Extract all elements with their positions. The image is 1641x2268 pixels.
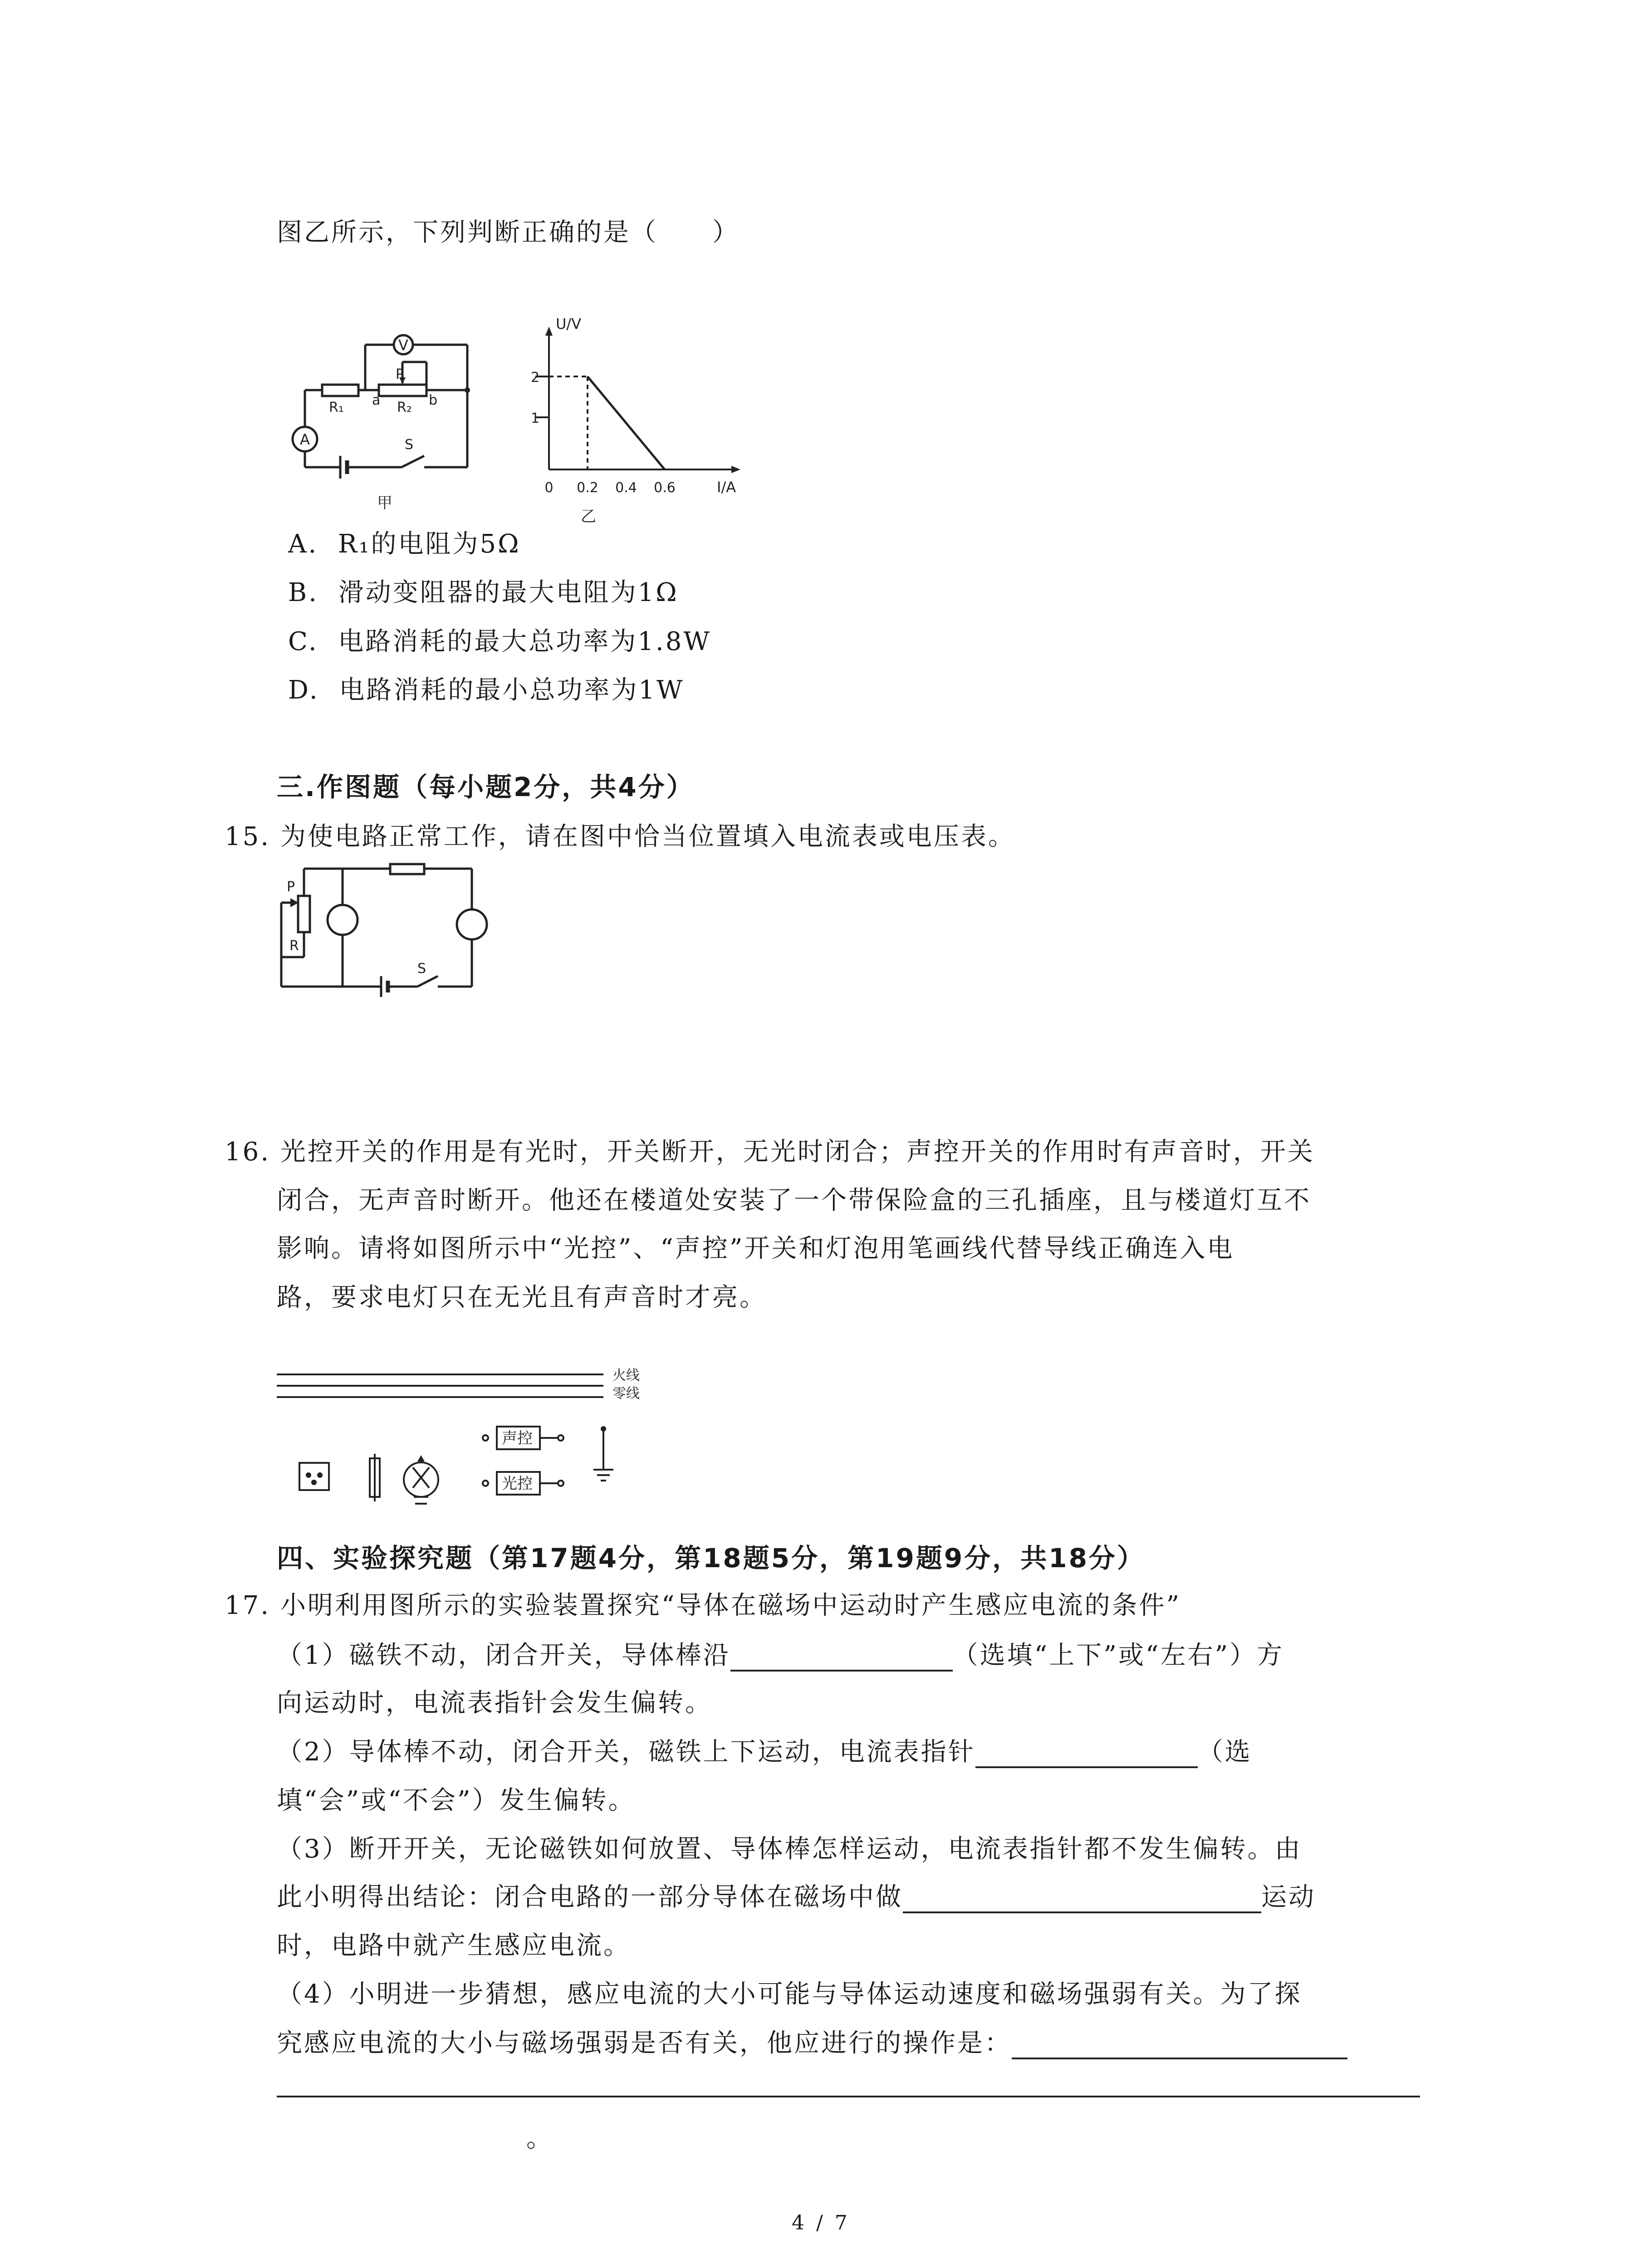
- q16-line-2: 闭合，无声音时断开。他还在楼道处安装了一个带保险盒的三孔插座，且与楼道灯互不: [277, 1186, 1311, 1215]
- graph-x-tick: 0.6: [654, 480, 676, 496]
- terminal-label-a: a: [372, 392, 381, 408]
- switch-label-s: S: [417, 961, 426, 977]
- q17-part-3: （3）断开开关，无论磁铁如何放置、导体棒怎样运动，电流表指针都不发生偏转。由: [277, 1834, 1302, 1864]
- q16-line-4: 路，要求电灯只在无光且有声音时才亮。: [277, 1283, 767, 1312]
- answer-blank-4[interactable]: [1012, 2031, 1347, 2059]
- q15-text: 15. 为使电路正常工作，请在图中恰当位置填入电流表或电压表。: [225, 822, 1015, 851]
- graph-x-axis-label: I/A: [717, 479, 736, 496]
- rheostat-label-p: P: [287, 879, 295, 895]
- q14-option-a: A. R₁的电阻为5Ω: [288, 529, 521, 559]
- voltmeter-label: V: [398, 337, 408, 354]
- rheostat-label-r: R: [289, 938, 299, 954]
- light-switch-label: 光控: [502, 1475, 533, 1493]
- sound-switch-label: 声控: [502, 1429, 533, 1447]
- q17-part-3-cont: 此小明得出结论：闭合电路的一部分导体在磁场中做 运动: [277, 1882, 1316, 1913]
- page-number: 4 / 7: [792, 2211, 850, 2234]
- graph-x-tick: 0: [544, 480, 554, 496]
- answer-blank-4-line-2[interactable]: [277, 2096, 1420, 2097]
- q17-part-4: （4）小明进一步猜想，感应电流的大小可能与导体运动速度和磁场强弱有关。为了探: [277, 1980, 1302, 2009]
- q17-stem: 17. 小明利用图所示的实验装置探究“导体在磁场中运动时产生感应电流的条件”: [225, 1591, 1181, 1620]
- resistor-label-r1: R₁: [329, 400, 344, 415]
- switch-label-s: S: [405, 437, 414, 453]
- q14-option-b: B. 滑动变阻器的最大电阻为1Ω: [288, 578, 679, 607]
- graph-x-tick: 0.4: [615, 480, 637, 496]
- q17-part-4-cont: 究感应电流的大小与磁场强弱是否有关，他应进行的操作是：: [277, 2028, 1347, 2059]
- answer-blank-1[interactable]: [730, 1643, 953, 1672]
- q17-part-3-end: 时，电路中就产生感应电流。: [277, 1931, 631, 1960]
- graph-y-tick: 2: [531, 370, 540, 386]
- section-4-heading: 四、实验探究题（第17题4分，第18题5分，第19题9分，共18分）: [277, 1543, 1145, 1574]
- section-3-heading: 三.作图题（每小题2分，共4分）: [277, 772, 695, 802]
- graph-y-tick: 1: [531, 411, 540, 426]
- q16-wiring-figure: [272, 1361, 681, 1515]
- neutral-wire-label: 零线: [612, 1386, 640, 1402]
- terminal-label-b: b: [429, 392, 438, 408]
- q16-line-3: 影响。请将如图所示中“光控”、“声控”开关和灯泡用笔画线代替导线正确连入电: [277, 1234, 1234, 1263]
- q14-option-c: C. 电路消耗的最大总功率为1.8W: [288, 627, 711, 656]
- live-wire-label: 火线: [612, 1368, 640, 1383]
- q14-option-d: D. 电路消耗的最小总功率为1W: [288, 675, 685, 705]
- ammeter-label: A: [300, 431, 310, 448]
- graph-x-tick: 0.2: [577, 480, 598, 496]
- q14-ui-graph: [522, 308, 758, 535]
- q17-part-1-cont: 向运动时，电流表指针会发生偏转。: [277, 1688, 712, 1718]
- answer-blank-3[interactable]: [903, 1885, 1261, 1913]
- resistor-label-r2: R₂: [397, 400, 412, 415]
- q17-part-2-cont: 填“会”或“不会”）发生偏转。: [277, 1786, 636, 1815]
- q17-part-4-end: 。: [526, 2124, 554, 2153]
- slider-label-p: P: [396, 367, 404, 382]
- answer-blank-2[interactable]: [975, 1740, 1198, 1768]
- q17-part-2: （2）导体棒不动，闭合开关，磁铁上下运动，电流表指针 （选: [277, 1736, 1252, 1768]
- q14-circuit-figure: [272, 318, 485, 531]
- graph-y-axis-label: U/V: [556, 315, 582, 332]
- q15-circuit-figure: [272, 862, 499, 1016]
- q16-line-1: 16. 光控开关的作用是有光时，开关断开，无光时闭合；声控开关的作用时有声音时，开关: [225, 1137, 1315, 1167]
- q14-stem-tail: 图乙所示，下列判断正确的是（ ）: [277, 218, 740, 247]
- figure-caption-jia: 甲: [377, 494, 392, 512]
- figure-caption-yi: 乙: [581, 508, 596, 526]
- q17-part-1: （1）磁铁不动，闭合开关，导体棒沿 （选填“上下”或“左右”）方: [277, 1640, 1284, 1672]
